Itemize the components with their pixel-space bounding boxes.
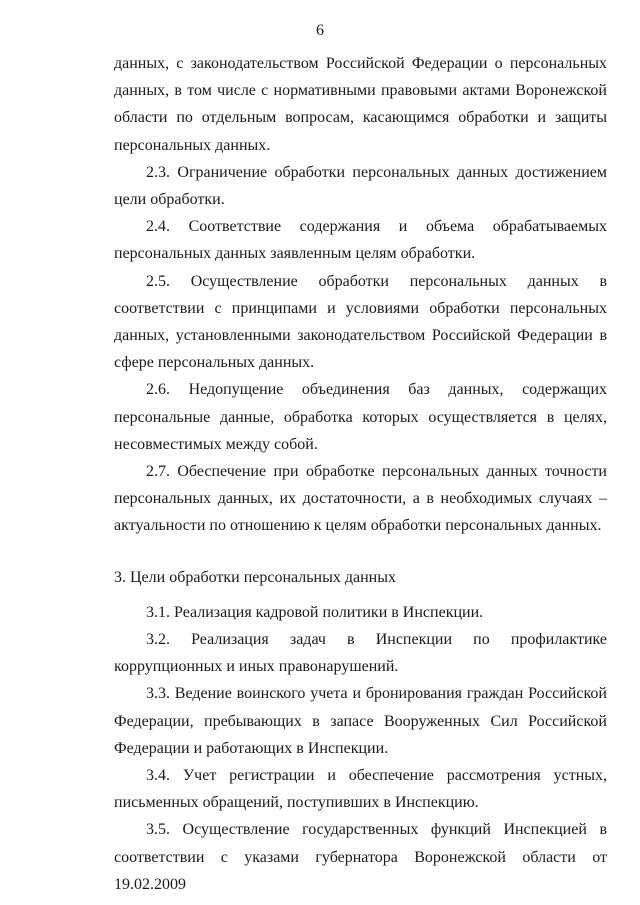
paragraph: 3.5. Осуществление государственных функций Инспекцией в соответствии с указами губернатора Воронежской области от 19.02.2009: [114, 821, 607, 893]
paragraph: 3.4. Учет регистрации и обеспечение рассмотрения устных, письменных обращений, поступивших в Инспекцию.: [114, 767, 607, 812]
paragraph: 2.5. Осуществление обработки персональных данных в соответствии с принципами и условиями обработки персональных данных, установленными законодательством Российской Федерации в сфере персональных данных.: [114, 272, 607, 372]
paragraph: 2.4. Соответствие содержания и объема обрабатываемых персональных данных заявленным целям обработки.: [114, 218, 607, 263]
paragraph: 2.3. Ограничение обработки персональных данных достижением цели обработки.: [114, 163, 607, 209]
paragraph: 2.7. Обеспечение при обработке персональных данных точности персональных данных, их достаточности, а в необходимых случаях – актуальности по отношению к целям обработки персональных данных.: [114, 463, 607, 535]
paragraph: 3.1. Реализация кадровой политики в Инспекции.: [146, 603, 484, 621]
document-body: [114, 50, 607, 898]
section-heading: 3. Цели обработки персональных данных: [114, 568, 396, 586]
paragraph: данных, с законодательством Российской Федерации о персональных данных, в том числе с нормативными правовыми актами Воронежской области по отдельным вопросам, касающимся обработки и защиты персональных данных.: [114, 55, 607, 154]
paragraph: 3.3. Ведение воинского учета и бронирования граждан Российской Федерации, пребывающих в запасе Вооруженных Сил Российской Федерации и работающих в Инспекции.: [114, 685, 607, 757]
paragraph: 3.2. Реализация задач в Инспекции по профилактике коррупционных и иных правонарушений.: [114, 631, 607, 676]
paragraph: 2.6. Недопущение объединения баз данных, содержащих персональные данные, обработка которых осуществляется в целях, несовместимых между собой.: [114, 381, 607, 453]
page-number: 6: [316, 22, 324, 39]
